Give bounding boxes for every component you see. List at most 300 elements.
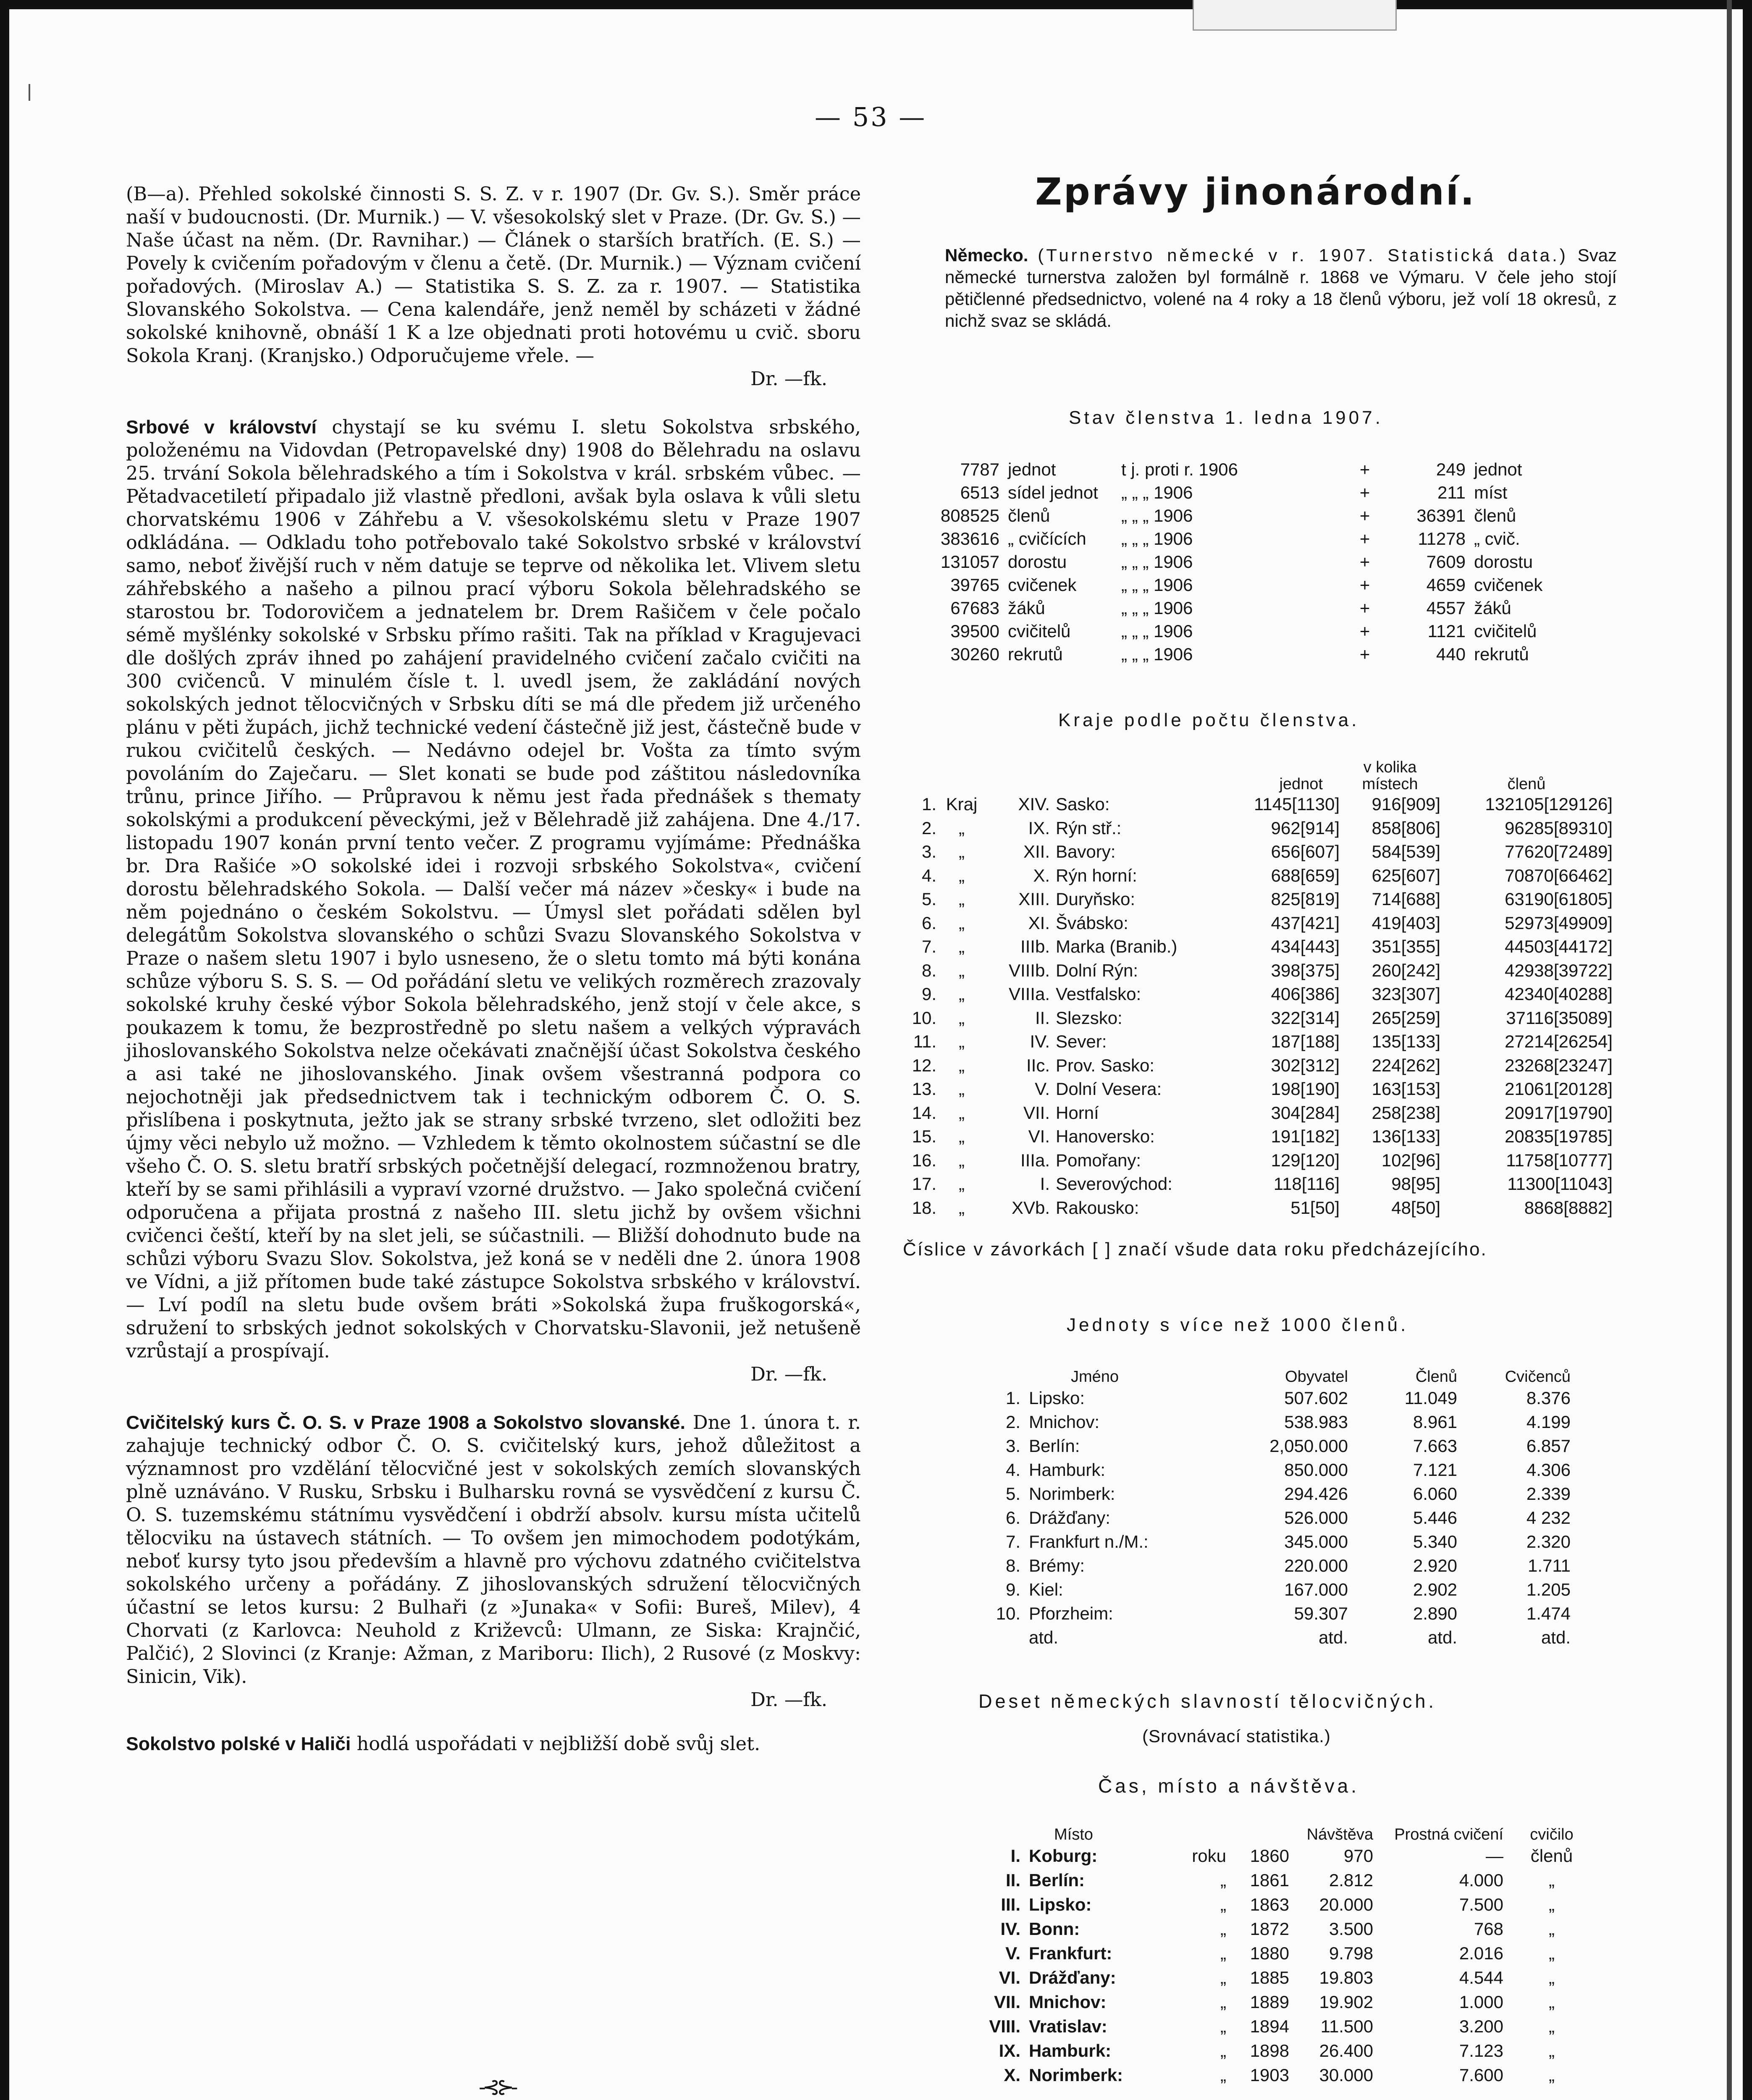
table-cell: 2.902 (1413, 1579, 1457, 1599)
table-cell: 59.307 (1294, 1603, 1348, 1623)
table-cell: 351[355] (1372, 937, 1440, 957)
table-cell: „ (959, 1126, 965, 1147)
table-cell: 19.803 (1319, 1968, 1373, 1987)
table-cell: 507.602 (1284, 1388, 1348, 1408)
table-cell: 18. (912, 1197, 936, 1218)
table-cell: 304[284] (1271, 1102, 1340, 1123)
table-cell: atd. (1541, 1627, 1571, 1647)
article-polish-sokol (126, 1732, 861, 1756)
col-header-jednot: jednot (1279, 775, 1323, 793)
festival-row (974, 1990, 1600, 2014)
regions-table-title: Kraje podle počtu členstva. (1058, 710, 1360, 730)
large-clubs-table (978, 1361, 1571, 1649)
region-row (890, 864, 1613, 888)
table-cell: cvičenek (1474, 575, 1543, 595)
table-cell: V. (1035, 1079, 1050, 1099)
table-cell: „ (1220, 1943, 1226, 1963)
table-cell: členů (1530, 1846, 1573, 1866)
table-cell: 4.306 (1526, 1460, 1571, 1480)
table-cell: 858[806] (1372, 818, 1440, 838)
table-cell: Mnichov: (1029, 1992, 1107, 2012)
region-row (890, 1101, 1613, 1125)
table-cell: Rýn horní: (1056, 865, 1137, 885)
table-cell: „ (1220, 2041, 1226, 2061)
club-row (978, 1554, 1571, 1578)
table-cell: 51[50] (1290, 1197, 1340, 1218)
table-cell: 538.983 (1284, 1412, 1348, 1432)
table-cell: 1121 (1427, 621, 1466, 641)
table-cell: 2. (921, 818, 936, 838)
table-cell: 10. (996, 1603, 1020, 1623)
table-cell: „ (1220, 2065, 1226, 2085)
club-row (978, 1625, 1571, 1649)
article-signature: Dr. —fk. (750, 368, 827, 390)
festival-row (974, 1917, 1600, 1941)
table-cell: 4. (921, 865, 936, 885)
region-row (890, 1006, 1613, 1030)
table-cell: „ (959, 842, 965, 862)
table-cell: Dolní Vesera: (1056, 1079, 1162, 1099)
table-cell: 249 (1436, 459, 1466, 479)
intro-heading: Německo. (945, 245, 1028, 265)
region-row (890, 816, 1613, 840)
table-cell: + (1359, 575, 1370, 595)
region-row (890, 911, 1613, 935)
table-cell: 167.000 (1284, 1579, 1348, 1599)
table-cell: + (1359, 621, 1370, 641)
article-signature: Dr. —fk. (750, 1689, 827, 1711)
festivals-table (974, 1819, 1600, 2087)
table-cell: + (1359, 505, 1370, 525)
col-header-mistech (1340, 754, 1440, 793)
table-cell: Sasko: (1056, 794, 1110, 814)
table-cell: 406[386] (1271, 984, 1340, 1004)
table-cell: Kraj (946, 794, 978, 814)
festival-row (974, 1844, 1600, 1868)
table-cell: 1903 (1250, 2065, 1289, 2085)
article-heading: Srbové v království (126, 417, 317, 438)
region-row (890, 1196, 1613, 1220)
table-cell: XVb. (1011, 1197, 1050, 1218)
table-cell: I. (1010, 1846, 1020, 1866)
table-cell: 7609 (1426, 551, 1466, 572)
table-cell: „ (959, 1174, 965, 1194)
region-row (890, 1172, 1613, 1196)
col-header-participated: cvičilo (1530, 1826, 1574, 1843)
club-row (978, 1458, 1571, 1482)
table-cell: 9. (921, 984, 936, 1004)
table-cell: Norimberk: (1029, 1483, 1115, 1504)
table-cell: 37116[35089] (1506, 1008, 1613, 1028)
region-row (890, 840, 1613, 864)
table-cell: 36391 (1416, 505, 1466, 525)
table-cell: + (1359, 482, 1370, 502)
table-cell: jednot (1474, 459, 1522, 479)
membership-row (903, 596, 1592, 620)
table-cell: 42340[40288] (1505, 984, 1613, 1004)
table-cell: „ (1549, 2041, 1555, 2061)
table-cell: 8. (1005, 1555, 1020, 1575)
table-cell: 1. (921, 794, 936, 814)
table-cell: 129[120] (1271, 1150, 1340, 1170)
table-cell: 187[188] (1271, 1032, 1340, 1052)
table-cell: míst (1474, 482, 1508, 502)
table-cell: 962[914] (1271, 818, 1340, 838)
region-row (890, 887, 1613, 911)
table-cell: rekrutů (1474, 644, 1529, 664)
table-cell: Dolní Rýn: (1056, 960, 1138, 980)
table-cell: 211 (1437, 482, 1466, 502)
membership-row (903, 504, 1592, 527)
table-cell: V. (1005, 1943, 1020, 1963)
table-cell: „ (1549, 1992, 1555, 2012)
table-cell: Rakousko: (1056, 1197, 1139, 1218)
table-cell: 132105[129126] (1485, 794, 1613, 814)
membership-row (903, 458, 1592, 481)
table-cell: IX. (999, 2041, 1020, 2061)
table-cell: 30.000 (1319, 2065, 1373, 2085)
table-cell: Drážďany: (1029, 1968, 1116, 1987)
table-cell: I. (1040, 1174, 1050, 1194)
table-cell: XII. (1023, 842, 1050, 862)
table-cell: „ (1549, 1943, 1555, 1963)
table-cell: rekrutů (1008, 644, 1063, 664)
table-cell: „ (959, 960, 965, 980)
table-cell: 11758[10777] (1506, 1150, 1613, 1170)
table-cell: Mnichov: (1029, 1412, 1100, 1432)
table-cell: 1863 (1250, 1895, 1289, 1914)
table-cell: 1. (1005, 1388, 1020, 1408)
col-header-mistech-1: v kolika (1363, 759, 1417, 776)
col-header-gymnasts: Cvičenců (1505, 1368, 1571, 1386)
table-cell: „ (959, 1197, 965, 1218)
club-row (978, 1530, 1571, 1554)
table-cell: Pomořany: (1056, 1150, 1141, 1170)
table-cell: VIIIb. (1008, 960, 1050, 980)
article-text: chystají se ku svému I. sletu Sokolstva srbského, položenému na Vidovdan (Petropavelské dny) 1908 do Bělehradu na oslavu 25. trvání Sokola bělehradského a tím i Sokolstva v král. srbském vůbec. — Pětadvacetiletí připadalo již vlastně předloni, avšak byla oslava k vůli sletu chorvatskému 1906 v Záhřebu a V. všesokolskému sletu v Praze 1907 odkládána. — Odkladu toho potřebovalo také Sokolstvo srbské v království samo, neboť živější ruch v něm datuje se teprve od několika let. Vlivem sletu záhřebského a našeho a pilnou prací výboru Sokola bělehradského se starostou br. Todorovičem a jednatelem br. Drem Rašičem v čele počalo sémě myšlénky sokolské v Srbsku přímo rašiti. Tak na příklad v Kragujevaci dle došlých zpráv ihned po zahájení pravidelného cvičení začalo cvičiti na 300 cvičenců. V minulém čísle t. l. uvedl jsem, že zakládání nových sokolských jednot tělocvičných v Srbsku díti se má dle předem již určeného plánu v pěti župách, jichž technické vedení částečně již jest, částečně bude v rukou cvičitelů českých. — Nedávno odejel br. Vošta za tímto svým povoláním do Zaječaru. — Slet konati se bude pod záštitou následovníka trůnu, prince Jiřího. — Průpravou k němu jest řada přednášek s thematy sokolskými a produkcení pěveckými, jež v Bělehradě již zahájena. Dne 4./17. listopadu 1907 konán první tento večer. Z programu vyjímáme: Přednáška br. Dra Rašiće »O sokolské idei i rozvoji srbského Sokolstva«, cvičení dorostu bělehradského Sokola. — Další večer má název »česky« i bude na něm pojednáno o českém Sokolstvu. — Úmysl slet pořádati sdělen byl delegátům Sokolstva slovanského o schůzi Svazu Slovanského Sokolstva v Praze o našem sletu 1907 i bylo usneseno, že o sletu tomto má býti konána schůze výboru S. S. S. — Od pořádání sletu ve velikých rozměrech zrazovaly sokolské kruhy české výbor Sokola bělehradského, jenž stojí v čele akce, s poukazem k tomu, že bezprostředně po sletu našem a velkých výpravách jihoslovanského Sokolstva nelze očekávati značnější účast Sokolstva českého a asi také ne jihoslovanského. Jinak ovšem všestranná podpora co nejochotněji jak předsednictvem tak i technickým odborem Č. O. S. přislíbena i poskytnuta, ježto jak se strany srbské tvrzeno, slet odložiti bez újmy věci nebylo už možno. — Vzhledem k těmto okolnostem súčastní se dle všeho Č. O. S. sletu bratří srbských početnější delegací, rozmnoženou bratry, kteří by se sami přihlásili a vypraví vzorné družstvo. — Jako společná cvičení odporučena a přijata prostná z našeho III. sletu jichž by ovšem všichni cvičenci čeští, kteří by na slet jeli, se súčastnili. — Bližší dohodnuto bude na schůzi výboru Svazu Slov. Sokolstva, jež koná se v neděli dne 2. února 1908 ve Vídni, a již přítomen bude také zástupce Sokolstva srbského v království. — Lví podíl na sletu bude ovšem bráti »Sokolská župa fruškogorská«, sdružení to srbských jednot sokolských v Chorvatsku-Slavonii, jež netušeně vzrůstají a prospívají. (126, 416, 861, 1362)
table-cell: 11. (913, 1032, 936, 1052)
section-title: Zprávy jinonárodní. (1035, 170, 1476, 213)
table-cell: 16. (912, 1150, 936, 1170)
table-cell: VII. (994, 1992, 1020, 2012)
table-cell: 2.320 (1526, 1531, 1571, 1551)
table-cell: 3. (921, 842, 936, 862)
col-header-free-exercises: Prostná cvičení (1394, 1826, 1503, 1843)
table-cell: 220.000 (1284, 1555, 1348, 1575)
table-cell: 13. (912, 1079, 936, 1099)
table-cell: 5. (1005, 1483, 1020, 1504)
table-cell: Vestfalsko: (1056, 984, 1141, 1004)
library-stamp (1193, 0, 1397, 31)
membership-row (903, 573, 1592, 596)
table-cell: „ (1549, 2016, 1555, 2036)
table-cell: Marka (Branib.) (1056, 937, 1178, 957)
table-cell: + (1359, 459, 1370, 479)
region-row (890, 1077, 1613, 1101)
festivals-subtitle-2: Čas, místo a návštěva. (1098, 1775, 1359, 1797)
table-cell: 1889 (1250, 1992, 1289, 2012)
article-signature: Dr. —fk. (750, 1363, 827, 1385)
table-cell: „ (959, 818, 965, 838)
table-cell: 1860 (1250, 1846, 1289, 1866)
table-cell: 19.902 (1319, 1992, 1373, 2012)
table-cell: 8. (921, 960, 936, 980)
table-cell: „ „ „ 1906 (1121, 482, 1193, 502)
table-cell: 7.600 (1459, 2065, 1503, 2085)
table-cell: 419[403] (1372, 913, 1440, 933)
article-text: (B—a). Přehled sokolské činnosti S. S. Z. v r. 1907 (Dr. Gv. S.). Směr práce naší v budoucnosti. (Dr. Murnik.) — V. všesokolský slet v Praze. (Dr. Gv. S.) — Naše účast na něm. (Dr. Ravnihar.) — Článek o starších bratřích. (E. S.) — Povely k cvičením pořadovým v členu a četě. (Dr. Murnik.) — Význam cvičení pořadových. (Miroslav A.) — Statistika S. S. Z. za r. 1907. — Statistika Slovanského Sokolstva. — Cena kalendáře, jenž neměl by scházeti v žádné sokolské knihovně, obnáší 1 K a lze objednati proti hotovému u cvič. sboru Sokola Kranj. (Kranjsko.) Odporučujeme vřele. — (126, 183, 861, 367)
table-cell: IX. (1028, 818, 1050, 838)
table-cell: XIII. (1018, 889, 1050, 909)
table-cell: 322[314] (1271, 1008, 1340, 1028)
region-row (890, 982, 1613, 1006)
table-cell: Bonn: (1029, 1919, 1080, 1939)
table-cell: 1861 (1250, 1870, 1289, 1890)
table-cell: 20.000 (1319, 1895, 1373, 1914)
table-cell: 39765 (950, 575, 999, 595)
table-cell: cvičitelů (1008, 621, 1071, 641)
table-cell: Prov. Sasko: (1056, 1055, 1154, 1075)
table-cell: Berlín: (1029, 1436, 1080, 1456)
region-row (890, 793, 1613, 816)
table-cell: 2.890 (1413, 1603, 1457, 1623)
table-cell: 163[153] (1372, 1079, 1440, 1099)
regions-table (890, 754, 1613, 1220)
article-heading: Sokolstvo polské v Haliči (126, 1734, 351, 1754)
table-cell: „ (1220, 1968, 1226, 1987)
membership-row (903, 620, 1592, 643)
region-row (890, 1149, 1613, 1173)
table-cell: 7.121 (1413, 1460, 1457, 1480)
table-cell: 1.474 (1526, 1603, 1571, 1623)
article-serbia (126, 416, 861, 1386)
table-cell: atd. (1318, 1627, 1348, 1647)
table-cell: 6. (921, 913, 936, 933)
table-cell: 131057 (940, 551, 999, 572)
table-cell: 11300[11043] (1507, 1174, 1613, 1194)
germany-intro (945, 244, 1617, 332)
table-cell: 96285[89310] (1505, 818, 1613, 838)
table-cell: VI. (1028, 1126, 1050, 1147)
table-cell: „ (1549, 1968, 1555, 1987)
table-cell: Duryňsko: (1056, 889, 1136, 909)
article-periodical-review (126, 183, 861, 391)
table-cell: 2.812 (1329, 1870, 1373, 1890)
table-cell: Bavory: (1056, 842, 1116, 862)
table-cell: 1880 (1250, 1943, 1289, 1963)
large-clubs-title: Jednoty s více než 1000 členů. (1067, 1315, 1409, 1335)
table-cell: sídel jednot (1008, 482, 1098, 502)
table-cell: Hanoversko: (1056, 1126, 1155, 1147)
table-cell: „ (959, 937, 965, 957)
col-header-place: Místo (1054, 1826, 1093, 1843)
table-cell: 6.060 (1413, 1483, 1457, 1504)
table-cell: 768 (1474, 1919, 1503, 1939)
table-cell: 714[688] (1372, 889, 1440, 909)
table-cell: 77620[72489] (1505, 842, 1613, 862)
table-cell: 302[312] (1271, 1055, 1340, 1075)
table-cell: 52973[49909] (1505, 913, 1613, 933)
table-cell: Rýn stř.: (1056, 818, 1122, 838)
table-cell: 825[819] (1271, 889, 1340, 909)
table-cell: 1894 (1250, 2016, 1289, 2036)
table-cell: 440 (1436, 644, 1466, 664)
table-cell: „ (959, 865, 965, 885)
table-cell: 383616 (940, 528, 999, 549)
table-cell: Slezsko: (1056, 1008, 1123, 1028)
table-cell: IIIb. (1020, 937, 1050, 957)
table-cell: 7. (1005, 1531, 1020, 1551)
table-cell: „ (959, 889, 965, 909)
table-cell: 398[375] (1271, 960, 1340, 980)
table-cell: „ (1220, 2016, 1226, 2036)
table-cell: 434[443] (1271, 937, 1340, 957)
table-cell: 4 232 (1526, 1507, 1571, 1528)
festival-row (974, 1868, 1600, 1893)
table-cell: „ (959, 1102, 965, 1123)
article-text: Dne 1. února t. r. zahajuje technický odbor Č. O. S. cvičitelský kurs, jehož důležitost a významnost pro vzdělání tělocvičné jest v sokolských zemích slovanských plně uznáváno. V Rusku, Srbsku i Bulharsku rovná se vysvědčení z kursu Č. O. S. tuzemskému státnímu vysvědčení i obdrží absolv. kursu místa učitelů tělocviku na ústavech státních. — To ovšem jen mimochodem podotýkám, neboť kursy tyto jsou především a hlavně pro výchovu zdatného cvičitelstva sokolského určeny a pořádány. Z jihoslovanských sdružení tělocvičných účastní se letos kursu: 2 Bulhaři (z »Junaka« v Sofii: Bureš, Milev), 4 Chorvati (z Karlovca: Neuhold z Križevců: Ulmann, ze Siska: Krajnčić, Palčić), 2 Slovinci (z Kranje: Ažman, z Mariboru: Ilich), 2 Rusové (z Moskvy: Sinicin, Vik). (126, 1412, 861, 1688)
table-cell: 4. (1005, 1460, 1020, 1480)
table-cell: 345.000 (1284, 1531, 1348, 1551)
table-cell: 10. (912, 1008, 936, 1028)
festival-row (974, 2039, 1600, 2063)
festival-row (974, 1966, 1600, 1990)
table-cell: 7787 (960, 459, 999, 479)
table-cell (978, 1625, 1020, 1649)
table-cell: 6513 (960, 482, 999, 502)
table-cell: 2. (1005, 1412, 1020, 1432)
table-cell: 5.446 (1413, 1507, 1457, 1528)
table-cell: 1898 (1250, 2041, 1289, 2061)
festival-row (974, 1941, 1600, 1966)
table-cell: 850.000 (1284, 1460, 1348, 1480)
table-cell: X. (1033, 865, 1050, 885)
table-cell: Sever: (1056, 1032, 1107, 1052)
table-cell: 437[421] (1271, 913, 1340, 933)
table-cell: 1.205 (1526, 1579, 1571, 1599)
festival-row (974, 1893, 1600, 1917)
table-cell: IV. (1030, 1032, 1050, 1052)
table-cell: Frankfurt n./M.: (1029, 1531, 1149, 1551)
left-column (126, 183, 861, 1776)
table-cell: 1872 (1250, 1919, 1289, 1939)
table-cell: 2.016 (1459, 1943, 1503, 1963)
club-row (978, 1601, 1571, 1625)
club-row (978, 1434, 1571, 1458)
table-cell: 14. (912, 1102, 936, 1123)
table-cell: 4659 (1426, 575, 1466, 595)
membership-row (903, 481, 1592, 504)
table-cell: Severovýchod: (1056, 1174, 1172, 1194)
table-cell: 17. (912, 1174, 936, 1194)
table-cell: 118[116] (1273, 1174, 1340, 1194)
table-cell: 3.500 (1329, 1919, 1373, 1939)
table-cell: 224[262] (1372, 1055, 1440, 1075)
table-cell: 70870[66462] (1505, 865, 1613, 885)
table-cell: 265[259] (1372, 1008, 1440, 1028)
article-instructor-course (126, 1411, 861, 1712)
table-cell: 8.961 (1413, 1412, 1457, 1432)
region-row (890, 1054, 1613, 1078)
fleuron-ornament: -⊰⊱- (479, 2075, 515, 2099)
table-cell: 916[909] (1372, 794, 1440, 814)
table-cell: dorostu (1008, 551, 1067, 572)
table-cell: III. (1001, 1895, 1020, 1914)
table-cell: atd. (1029, 1627, 1059, 1647)
table-cell: 970 (1343, 1846, 1373, 1866)
region-row (890, 1125, 1613, 1149)
table-cell: 625[607] (1372, 865, 1440, 885)
table-cell: 9.798 (1329, 1943, 1373, 1963)
table-cell: 63190[61805] (1505, 889, 1613, 909)
article-text: hodlá uspořádati v nejbližší době svůj slet. (351, 1733, 761, 1755)
table-cell: Drážďany: (1029, 1507, 1110, 1528)
table-cell: + (1359, 598, 1370, 618)
region-row (890, 1030, 1613, 1054)
club-row (978, 1482, 1571, 1506)
table-cell: 11.500 (1320, 2016, 1373, 2036)
table-cell: „ (959, 984, 965, 1004)
table-cell: „ cvičících (1008, 528, 1086, 549)
table-cell: 526.000 (1284, 1507, 1348, 1528)
table-cell: „ (959, 1032, 965, 1052)
table-cell: VI. (999, 1968, 1020, 1987)
brackets-note: Číslice v závorkách [ ] značí všude data roku předcházejícího. (903, 1239, 1487, 1260)
table-cell: 5.340 (1413, 1531, 1457, 1551)
table-cell: II. (1005, 1870, 1020, 1890)
table-cell: 191[182] (1271, 1126, 1340, 1147)
table-cell: 8868[8882] (1524, 1197, 1613, 1218)
table-cell: „ „ „ 1906 (1121, 598, 1193, 618)
table-cell: členů (1008, 505, 1050, 525)
table-cell: 20835[19785] (1505, 1126, 1613, 1147)
table-cell: 39500 (950, 621, 999, 641)
table-cell: cvičitelů (1474, 621, 1537, 641)
table-cell: „ cvič. (1474, 528, 1520, 549)
festivals-title: Deset německých slavností tělocvičných. (978, 1690, 1437, 1712)
table-cell: II. (1035, 1008, 1050, 1028)
col-header-clenu: členů (1507, 775, 1546, 793)
membership-row (903, 527, 1592, 550)
table-cell: 3. (1005, 1436, 1020, 1456)
table-cell: 258[238] (1372, 1102, 1440, 1123)
table-cell: + (1359, 644, 1370, 664)
table-cell: 9. (1005, 1579, 1020, 1599)
festival-row (974, 2014, 1600, 2039)
table-cell: Frankfurt: (1029, 1943, 1112, 1963)
table-cell: 15. (912, 1126, 936, 1147)
table-cell: 20917[19790] (1505, 1102, 1613, 1123)
col-header-name: Jméno (1071, 1368, 1119, 1386)
table-cell: jednot (1008, 459, 1056, 479)
table-cell: „ „ „ 1906 (1121, 575, 1193, 595)
table-cell: žáků (1008, 598, 1045, 618)
table-cell: 7.500 (1459, 1895, 1503, 1914)
table-cell: „ (959, 1055, 965, 1075)
table-cell: „ (1549, 1895, 1555, 1914)
table-cell: 1145[1130] (1254, 794, 1340, 814)
table-cell: členů (1474, 505, 1516, 525)
table-cell: Kiel: (1029, 1579, 1063, 1599)
table-cell: Vratislav: (1029, 2016, 1107, 2036)
table-cell: „ (1549, 2065, 1555, 2085)
table-cell: Hamburk: (1029, 2041, 1112, 2061)
table-cell: VIIIa. (1008, 984, 1050, 1004)
table-cell: 5. (921, 889, 936, 909)
table-cell: „ (1549, 1919, 1555, 1939)
table-cell: 8.376 (1526, 1388, 1571, 1408)
club-row (978, 1578, 1571, 1601)
